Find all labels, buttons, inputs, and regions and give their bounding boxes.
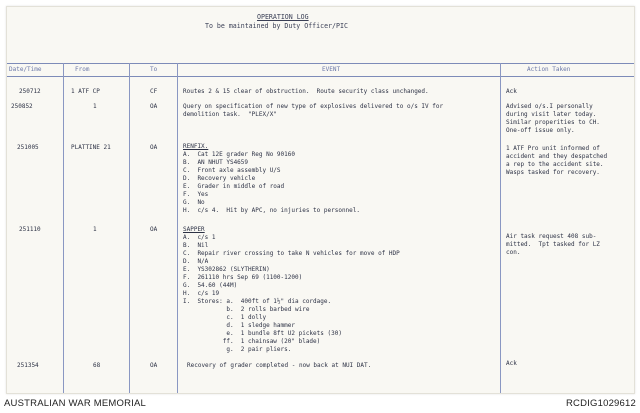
row-event-line: g. 2 pair pliers. <box>183 346 292 353</box>
row-event-line: ff. 1 chainsaw (20" blade) <box>183 338 321 345</box>
row-event-line: e. 1 bundle 8ft U2 pickets (30) <box>183 330 342 337</box>
document-subtitle: To be maintained by Duty Officer/PIC <box>205 22 348 30</box>
operation-log-sheet <box>6 6 635 394</box>
col-divider <box>500 63 501 393</box>
col-header-action: Action Taken <box>527 66 571 73</box>
header-top-rule <box>7 63 634 64</box>
col-header-to: To <box>150 66 158 73</box>
row-action-line: Ack <box>506 360 517 367</box>
row-to: OA <box>150 103 158 110</box>
row-to: OA <box>150 362 158 369</box>
row-action-line: One-off issue only. <box>506 127 575 134</box>
row-datetime: 251005 <box>17 144 39 151</box>
row-to: CF <box>150 88 158 95</box>
row-event-line: C. Repair river crossing to take N vehicles for move of HDP <box>183 250 400 257</box>
row-event-line: E. YS302862 (SLYTHERIN) <box>183 266 270 273</box>
row-event-line: D. N/A <box>183 258 209 265</box>
row-action-line: Air task request 408 sub- <box>506 233 597 240</box>
row-event-line: D. Recovery vehicle <box>183 175 256 182</box>
row-from: 1 ATF CP <box>71 88 100 95</box>
archive-reference: RCDIG1029612 <box>566 398 636 409</box>
row-to: OA <box>150 226 158 233</box>
row-datetime: 250852 <box>11 103 33 110</box>
row-action-line: accident and they despatched <box>506 153 608 160</box>
col-divider <box>63 63 64 393</box>
row-event-line: b. 2 rolls barbed wire <box>183 306 310 313</box>
col-divider <box>177 63 178 393</box>
row-event-line: demolition task. "PLEX/X" <box>183 111 277 118</box>
col-divider <box>129 63 130 393</box>
row-event-line: A. c/s 1 <box>183 234 216 241</box>
row-action-line: Similar properities to CH. <box>506 119 600 126</box>
row-event-line: B. Nil <box>183 242 209 249</box>
row-from: PLATTINE 21 <box>71 144 111 151</box>
col-header-from: From <box>75 66 90 73</box>
row-from: 1 <box>93 103 97 110</box>
row-event-line: B. AN NHUT YS4659 <box>183 159 249 166</box>
col-header-datetime: Date/Time <box>9 66 42 73</box>
archive-credit: AUSTRALIAN WAR MEMORIAL <box>4 398 147 409</box>
row-from: 68 <box>93 362 101 369</box>
row-event-line: G. 54.60 (44M) <box>183 282 238 289</box>
row-event-line: A. Cat 12E grader Reg No 90160 <box>183 151 295 158</box>
row-datetime: 250712 <box>19 88 41 95</box>
row-action-line: during visit later today. <box>506 111 597 118</box>
row-action-line: Wasps tasked for recovery. <box>506 169 600 176</box>
row-action-line: Advised o/s.I personally <box>506 103 593 110</box>
document-title: OPERATION LOG <box>257 13 309 21</box>
row-action-line: con. <box>506 249 521 256</box>
row-event-line: H. c/s 4. Hit by APC, no injuries to personnel. <box>183 207 361 214</box>
row-event-heading: SAPPER <box>183 226 205 233</box>
col-header-event: EVENT <box>322 66 341 73</box>
row-event-line: C. Front axle assembly U/S <box>183 167 281 174</box>
row-event-line: Recovery of grader completed - now back at NUI DAT. <box>187 362 372 369</box>
row-event-line: E. Grader in middle of road <box>183 183 285 190</box>
row-event-line: c. 1 dolly <box>183 314 267 321</box>
header-bottom-rule <box>7 76 634 77</box>
row-action-line: Ack <box>506 88 517 95</box>
row-datetime: 251354 <box>17 362 39 369</box>
row-event-line: d. 1 sledge hammer <box>183 322 295 329</box>
row-action-line: mitted. Tpt tasked for LZ <box>506 241 600 248</box>
row-event-line: F. Yes <box>183 191 209 198</box>
row-event-heading: RENFIX. <box>183 143 209 150</box>
row-datetime: 251110 <box>19 226 41 233</box>
row-event-line: H. c/s 19 <box>183 290 220 297</box>
row-event-line: Routes 2 & 15 clear of obstruction. Route security class unchanged. <box>183 88 429 95</box>
row-event-line: Query on specification of new type of explosives delivered to o/s IV for <box>183 103 444 110</box>
row-event-line: G. No <box>183 199 205 206</box>
row-event-line: F. 261110 hrs Sep 69 (1100-1200) <box>183 274 303 281</box>
row-action-line: 1 ATF Pro unit informed of <box>506 145 600 152</box>
row-from: 1 <box>93 226 97 233</box>
row-action-line: a rep to the accident site. <box>506 161 604 168</box>
row-event-line: I. Stores: a. 400ft of 1½" dia cordage. <box>183 298 332 305</box>
row-to: OA <box>150 144 158 151</box>
